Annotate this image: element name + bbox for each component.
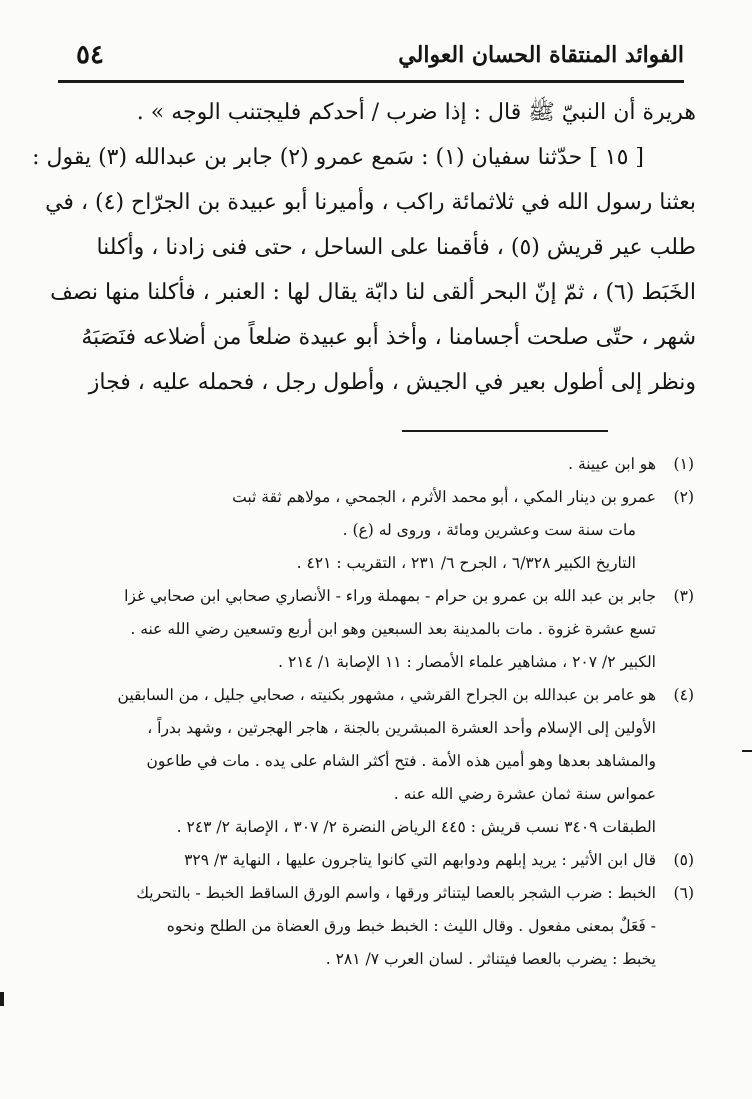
main-line: ونظر إلى أطول بعير في الجيش ، وأطول رجل ، فحمله عليه ، فجاز [88, 370, 696, 395]
footnote-line: الأولين إلى الإسلام وأحد العشرة المبشرين بالجنة ، هاجر الهجرتين ، وشهد بدراً ، [147, 719, 656, 737]
footnote-line: عمرو بن دينار المكي ، أبو محمد الأثرم ، الجمحي ، مولاهم ثقة ثبت [232, 488, 656, 506]
footnote-line: - فَعَلٌ بمعنى مفعول . وقال الليث : الخبط خبط ورق العضاة من الطلح ونحوه [166, 917, 656, 935]
footnote-line: والمشاهد بعدها وهو أمين هذه الأمة . فتح أكثر الشام على يده . مات في طاعون [146, 752, 656, 770]
main-text [32, 90, 696, 405]
footnote-4 [64, 679, 694, 844]
footnote-line: مات سنة ست وعشرين ومائة ، وروى له (ع) . [342, 521, 636, 539]
footnote-number: (٤) [673, 686, 694, 704]
scan-edge-mark [742, 750, 752, 752]
footnote-line: قال ابن الأثير : يريد إبلهم ودوابهم التي كانوا يتاجرون عليها ، النهاية ٣/ ٣٢٩ [184, 851, 656, 869]
main-line: الخَبَط (٦) ، ثمّ إنّ البحر ألقى لنا دابّة يقال لها : العنبر ، فأكلنا منها نصف [50, 280, 696, 305]
footnote-line: عمواس سنة ثمان عشرة رضي الله عنه . [393, 785, 656, 803]
main-line: هريرة أن النبيّ ﷺ قال : إذا ضرب / أحدكم فليجتنب الوجه » . [136, 100, 696, 125]
scan-edge-mark [0, 992, 4, 1006]
footnote-separator [402, 430, 608, 432]
header-rule [58, 80, 684, 83]
main-line: طلب عير قريش (٥) ، فأقمنا على الساحل ، حتى فنى زادنا ، وأكلنا [96, 235, 696, 260]
footnote-6 [64, 877, 694, 976]
main-line: [ ١٥ ] حدّثنا سفيان (١) : سَمع عمرو (٢) جابر بن عبدالله (٣) يقول : [32, 145, 644, 170]
main-line: شهر ، حتّى صلحت أجسامنا ، وأخذ أبو عبيدة ضلعاً من أضلاعه فنَصَبَهُ [81, 325, 696, 350]
footnote-line: الكبير ٢/ ٢٠٧ ، مشاهير علماء الأمصار : ١١ الإصابة ١/ ٢١٤ . [278, 653, 656, 671]
footnote-line: التاريخ الكبير ٦/٣٢٨ ، الجرح ٦/ ٢٣١ ، التقريب : ٤٢١ . [296, 554, 636, 572]
footnote-number: (٥) [673, 851, 694, 869]
main-line: بعثنا رسول الله في ثلاثمائة راكب ، وأميرنا أبو عبيدة بن الجرّاح (٤) ، في [45, 190, 696, 215]
footnote-1 [64, 448, 694, 481]
footnote-line: الطبقات ٣٤٠٩ نسب قريش : ٤٤٥ الرياض النضرة ٢/ ٣٠٧ ، الإصابة ٢/ ٢٤٣ . [176, 818, 656, 836]
page-header [58, 30, 684, 84]
footnote-2 [64, 481, 694, 580]
footnote-5 [64, 844, 694, 877]
footnote-3 [64, 580, 694, 679]
footnote-line: هو عامر بن عبدالله بن الجراح القرشي ، مشهور بكنيته ، صحابي جليل ، من السابقين [117, 686, 656, 704]
page-number: ٥٤ [76, 40, 104, 70]
footnote-number: (٦) [673, 884, 694, 902]
running-title: الفوائد المنتقاة الحسان العوالي [398, 42, 684, 68]
footnotes [64, 448, 694, 976]
footnote-number: (١) [673, 455, 694, 473]
footnote-line: تسع عشرة غزوة . مات بالمدينة بعد السبعين وهو ابن أربع وتسعين رضي الله عنه . [130, 620, 656, 638]
footnote-line: يخبط : يضرب بالعصا فيتناثر . لسان العرب ٧/ ٢٨١ . [325, 950, 656, 968]
footnote-line: جابر بن عبد الله بن عمرو بن حرام - بمهملة وراء - الأنصاري صحابي ابن صحابي غزا [124, 587, 656, 605]
footnote-number: (٣) [673, 587, 694, 605]
footnote-number: (٢) [673, 488, 694, 506]
footnote-line: الخبط : ضرب الشجر بالعصا ليتناثر ورقها ، واسم الورق الساقط الخبط - بالتحريك [136, 884, 656, 902]
footnote-line: هو ابن عيينة . [568, 455, 656, 473]
